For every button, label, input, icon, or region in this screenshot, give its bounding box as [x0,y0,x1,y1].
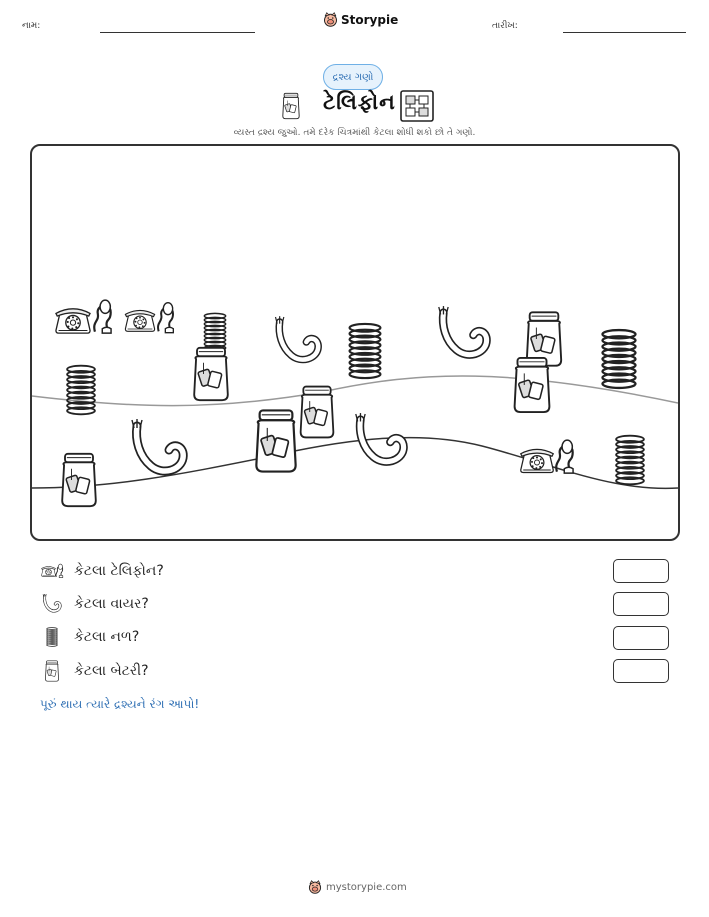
pig-logo-icon [308,880,322,894]
name-label: નામ: [22,21,41,31]
question-text: કેટલા બેટરી? [74,663,149,679]
battery-jar-item[interactable] [301,387,334,438]
spring-item[interactable] [67,366,95,415]
spring-item[interactable] [602,330,635,388]
battery-jar-item[interactable] [256,410,295,471]
instructions: વ્યસ્ત દ્રશ્ય જુઓ. તમે દરેક ચિત્રમાંથી કેટલા શોધી શકો છો તે ગણો. [233,128,476,138]
date-line[interactable] [563,32,686,33]
brand-name: Storypie [341,12,399,27]
spring-item[interactable] [204,313,225,350]
circuit-board-icon [400,90,434,122]
question-text: કેટલા ટેલિફોન? [74,563,164,579]
activity-pill: દ્રશ્ય ગણો [323,64,383,90]
footer [308,880,407,894]
question-row-battery [40,659,149,683]
telephone-item[interactable] [125,303,173,333]
brand [323,12,398,27]
hill-line-back [32,376,678,406]
wire-item[interactable] [276,316,319,359]
telephone-item[interactable] [521,440,573,473]
spring-item[interactable] [350,324,381,378]
wire-item[interactable] [439,306,487,355]
answer-box-battery[interactable] [613,659,669,683]
battery-jar-item[interactable] [194,348,228,400]
answer-box-telephone[interactable] [613,559,669,583]
question-text: કેટલા વાયર? [74,596,149,612]
battery-jar-icon [281,91,301,121]
date-label: તારીખ: [492,21,518,31]
spring-icon [40,626,64,648]
battery-jar-item[interactable] [62,454,96,506]
wire-icon [40,593,64,615]
spring-item[interactable] [616,436,644,485]
question-row-wire [40,593,149,615]
telephone-icon [40,560,64,582]
wire-item[interactable] [356,413,404,462]
scene-panel [30,144,680,541]
question-row-telephone [40,560,164,582]
page-title: ટેલિફોન [323,90,396,114]
hill-line-front [32,438,678,489]
question-text: કેટલા નળ? [74,629,140,645]
question-row-spring [40,626,139,648]
pig-logo-icon [323,12,338,27]
footer-url[interactable]: mystorypie.com [326,881,407,893]
answer-box-wire[interactable] [613,592,669,616]
wire-item[interactable] [132,419,183,471]
telephone-item[interactable] [56,300,111,333]
battery-jar-item[interactable] [515,358,550,412]
battery-jar-icon [40,659,64,683]
name-line[interactable] [100,32,255,33]
answer-box-spring[interactable] [613,626,669,650]
closing-instruction: પૂરું થાય ત્યારે દ્રશ્યને રંગ આપો! [40,697,200,711]
